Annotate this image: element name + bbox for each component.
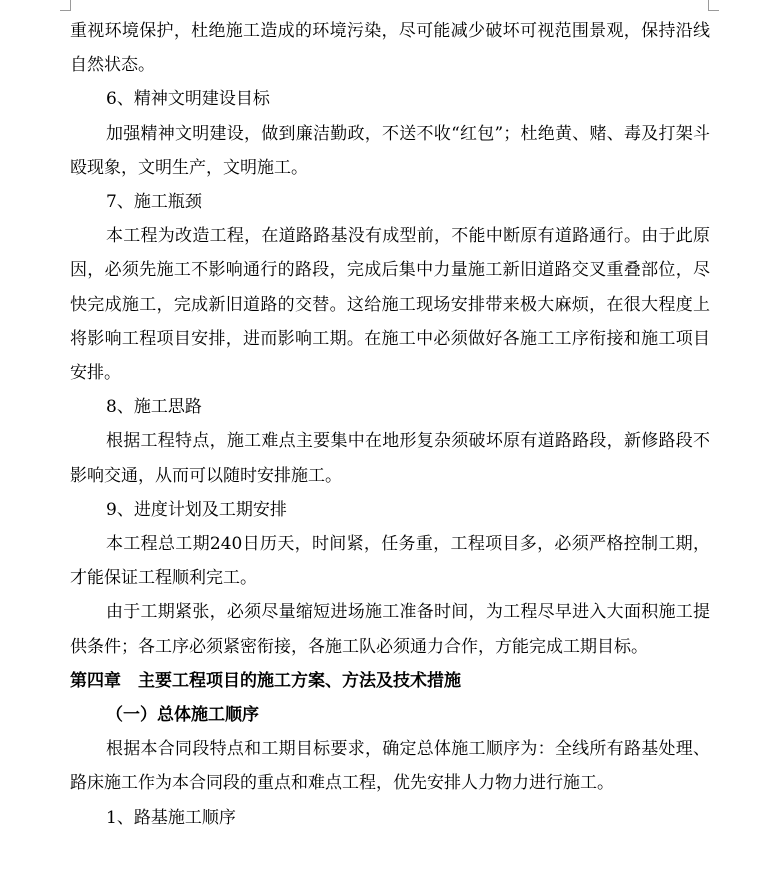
paragraph-bottleneck: 本工程为改造工程，在道路路基没有成型前，不能中断原有道路通行。由于此原因，必须先施工不影响通行的路段，完成后集中力量施工新旧道路交叉重叠部位，尽快完成施工，完成新旧道路的交替。这给施工现场安排带来极大麻烦，在很大程度上将影响工程项目安排，进而影响工期。在施工中必须做好各施工工序衔接和施工项目安排。 xyxy=(70,226,710,384)
paragraph-overall-sequence: 根据本合同段特点和工期目标要求，确定总体施工顺序为：全线所有路基处理、路床施工作为本合同段的重点和难点工程，优先安排人力物力进行施工。 xyxy=(70,739,710,794)
section-heading-9: 9、进度计划及工期安排 xyxy=(106,499,287,520)
section-heading-6: 6、精神文明建设目标 xyxy=(106,89,270,110)
paragraph-tight-schedule: 由于工期紧张，必须尽量缩短进场施工准备时间，为工程尽早进入大面积施工提供条件；各工序必须紧密衔接，各施工队必须通力合作，方能完成工期目标。 xyxy=(70,602,710,657)
margin-corner-mark-left xyxy=(60,0,71,11)
section-heading-8: 8、施工思路 xyxy=(106,397,202,418)
section-heading-7: 7、施工瓶颈 xyxy=(106,192,202,213)
chapter-heading: 第四章 主要工程项目的施工方案、方法及技术措施 xyxy=(70,670,461,691)
subsection-heading: （一）总体施工顺序 xyxy=(106,705,259,726)
paragraph-schedule: 本工程总工期240日历天，时间紧，任务重，工程项目多，必须严格控制工期，才能保证工程顺利完工。 xyxy=(70,534,710,589)
paragraph-environment: 重视环境保护，杜绝施工造成的环境污染，尽可能减少破坏可视范围景观，保持沿线自然状态。 xyxy=(70,21,710,76)
paragraph-civilization: 加强精神文明建设，做到廉洁勤政，不送不收“红包”；杜绝黄、赌、毒及打架斗殴现象，文明生产，文明施工。 xyxy=(70,123,710,178)
margin-corner-mark-right xyxy=(708,0,719,11)
document-body xyxy=(70,14,710,835)
section-heading-roadbed: 1、路基施工顺序 xyxy=(106,807,236,828)
paragraph-approach: 根据工程特点，施工难点主要集中在地形复杂须破坏原有道路路段，新修路段不影响交通，从而可以随时安排施工。 xyxy=(70,431,710,486)
